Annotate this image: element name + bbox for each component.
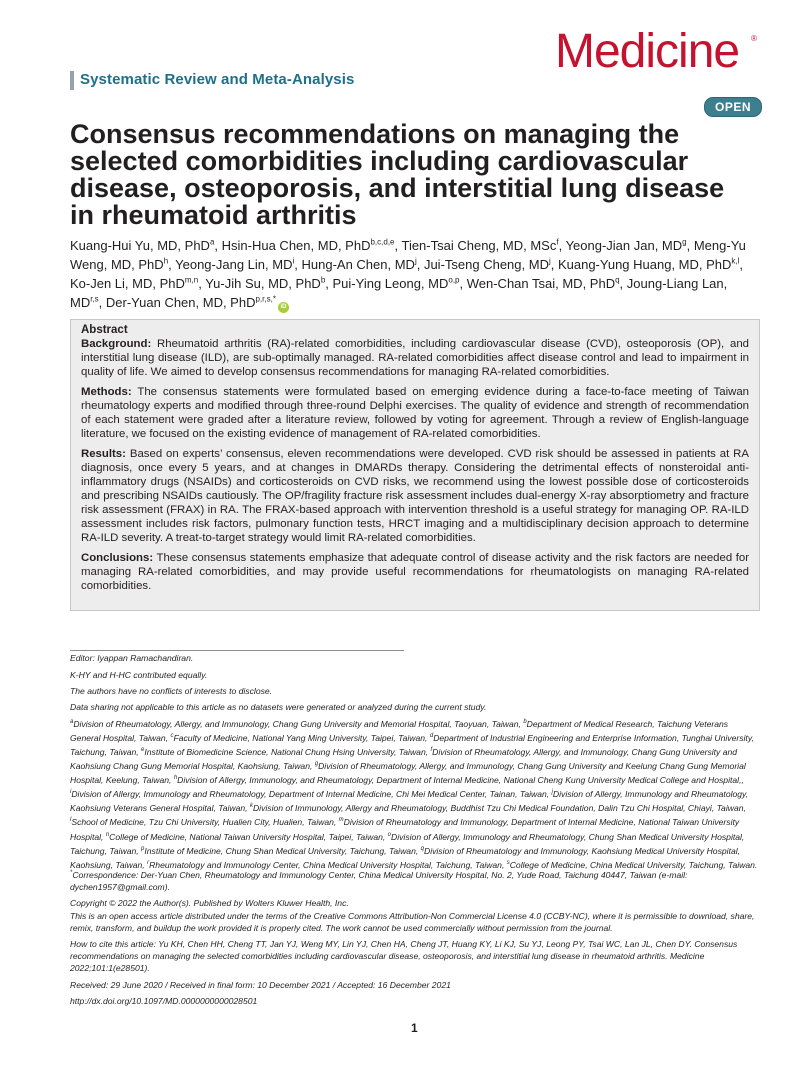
- abstract-heading: Abstract: [81, 324, 128, 336]
- open-access-badge: OPEN: [704, 97, 762, 117]
- author-affiliation-mark: f: [556, 237, 559, 247]
- affiliation-text: Division of Allergy, Immunology and Rheumatology, Chung Shan Medical University Hospital, Taichung, Taiwan,: [70, 831, 745, 856]
- citation-note: How to cite this article: Yu KH, Chen HH, Cheng TT, Jan YJ, Weng MY, Lin YJ, Chen HA, Cheng JT, Huang KY, Li KJ, Su YJ, Leong PY, Tsai WC, Lan JL, Chen DY. Consensus recommendations on managing the selected comorbidities including cardiovascular disease, osteoporosis, and interstitial lung disease in rheumatoid arthritis. Medicine 2022;101:1(e28501).: [70, 939, 738, 974]
- registered-mark: ®: [751, 34, 757, 43]
- page-number: 1: [411, 1021, 418, 1035]
- affiliation-text: Institute of Medicine, Chung Shan Medical University, Taichung, Taiwan,: [144, 845, 421, 856]
- section-label: Systematic Review and Meta-Analysis: [80, 71, 355, 88]
- affiliation-mark: k: [249, 803, 253, 810]
- affiliation-mark: n: [105, 831, 110, 838]
- conclusions-text: These consensus statements emphasize that adequate control of disease activity and the risk factors are needed for managing RA-related comorbidities, and may provide useful recommendations for rheumatologists on managing RA-related comorbidities.: [81, 552, 749, 592]
- author-name: Hsin-Hua Chen, MD, PhD$^{b,c,d,e}$: [221, 237, 395, 253]
- abstract-background: [81, 337, 749, 379]
- affiliation-text: Division of Immunology, Allergy and Rheumatology, Buddhist Tzu Chi Medical Foundation, Dalin Tzu Chi Hospital, Chiayi, Taiwan,: [252, 803, 746, 814]
- license-note: This is an open access article distributed under the terms of the Creative Commons Attribution-Non Commercial License 4.0 (CCBY-NC), where it is permissible to download, share, remix, transform, and buildup the work provided it is properly cited. The work cannot be used commercially without permission from the journal.: [70, 911, 755, 934]
- conclusions-label: Conclusions:: [81, 552, 154, 564]
- author-name: Yeong-Jang Lin, $MD^i$: [175, 256, 295, 272]
- affiliation-text: College of Medicine, China Medical University, Taichung, Taiwan.: [509, 859, 758, 870]
- abstract-results: [81, 447, 749, 545]
- author-affiliation-mark: m,n: [184, 275, 199, 285]
- author-affiliation-mark: a: [209, 237, 215, 247]
- author-name: Joung-Liang Lan, MD$^{r,s}$: [70, 276, 728, 310]
- author-name: Hung-An Chen, $MD^j$: [301, 256, 417, 272]
- affiliation-text: Division of Rheumatology, Allergy, and Immunology, Chang Gung University and Memorial Hospital, Taoyuan, Taiwan,: [73, 718, 524, 729]
- author-list: Kuang-Hui Yu, MD, PhD$^a$, Hsin-Hua Chen, MD, PhD$^{b,c,d,e}$, Tien-Tsai Cheng, MD, MSc$^f$, Yeong-Jian Jan, $MD^g$, Meng-Yu Weng, MD, PhD$^h$, Yeong-Jang Lin, $MD^i$, Hung-An Chen, $MD^j$, Jui-Tseng Cheng, $MD^j$, Kuang-Yung Huang, MD, PhD$^{k,l}$, Ko-Jen Li, MD, PhD$^{m,n}$, Yu-Jih Su, MD, PhD$^b$, Pui-Ying Leong, MD$^{o,p}$, Wen-Chan Tsai, MD, PhD$^q$, Joung-Liang Lan, MD$^{r,s}$, Der-Yuan Chen, MD, PhD$^{p,r,s,*}$iD: [70, 236, 760, 313]
- author-affiliation-mark: g: [682, 237, 687, 247]
- section-bar: [70, 71, 74, 90]
- author-name: Yu-Jih Su, MD, PhD$^b$: [205, 275, 326, 291]
- affiliation-mark: i: [70, 789, 72, 796]
- correspondence-mark: *: [70, 870, 73, 876]
- author-name: Der-Yuan Chen, MD, PhD$^{p,r,s,*}$: [105, 294, 276, 310]
- affiliation-mark: l: [70, 817, 72, 824]
- conflicts-note: The authors have no conflicts of interests to disclose.: [70, 686, 273, 696]
- affiliation-mark: p: [141, 845, 145, 852]
- results-text: Based on experts’ consensus, eleven recommendations were developed. CVD risk should be assessed in patients at RA diagnosis, once every 5 years, and at changes in DMARDs therapy. Considering the detrimental effects of nonsteroidal anti-inflammatory drugs (NSAIDs) and corticosteroids on CVD risks, we recommend using the lowest possible dose of corticosteroids and prescribing NSAIDs cautiously. The OP/fragility fracture risk assessment includes dual-energy X-ray absorptiometry and fracture risk assessment (FRAX) in RA. The FRAX-based approach with intervention threshold is a useful strategy for managing OP. RA-ILD assessment includes risk factors, pulmonary function tests, HRCT imaging and a multidisciplinary decision approach to determine RA-ILD severity. A treat-to-target strategy would limit RA-related comorbidities.: [81, 448, 749, 544]
- affiliation-text: Division of Allergy, Immunology and Rheumatology, Kaohsiung Veterans General Hospital, Taiwan,: [70, 789, 749, 814]
- affiliation-text: Division of Rheumatology, Allergy, and Immunology, Chang Gung University and Keelung Chang Gung Memorial Hospital, Keelung, Taiwan,: [70, 761, 746, 786]
- author-affiliation-mark: o,p: [448, 275, 460, 285]
- affiliation-mark: b: [523, 719, 527, 725]
- affiliation-text: School of Medicine, Tzu Chi University, Hualien City, Hualien, Taiwan,: [71, 817, 339, 828]
- methods-text: The consensus statements were formulated based on emerging evidence during a face-to-face meeting of Taiwan rheumatology experts and modified through three-round Delphi exercises. The quality of evidence and strength of recommendation of each statement were graded after a literature review, followed by voting for agreement. Through a review of English-language literature, we focused on the existing evidence of management of RA-related comorbidities.: [81, 386, 749, 440]
- affiliation-mark: o: [387, 831, 392, 838]
- affiliation-text: Rheumatology and Immunology Center, China Medical University Hospital, Taichung, Taiwan,: [149, 859, 507, 870]
- footnote-divider: [70, 650, 404, 651]
- author-name: Meng-Yu Weng, MD, PhD$^h$: [70, 238, 746, 272]
- affiliation-mark: f: [430, 747, 433, 754]
- affiliation-mark: m: [338, 817, 344, 824]
- doi-link[interactable]: http://dx.doi.org/10.1097/MD.0000000000028501: [70, 996, 258, 1006]
- affiliation-text: Division of Allergy, Immunology and Rheumatology, Department of Internal Medicine, Chi Mei Medical Center, Tainan, Taiwan,: [71, 789, 552, 800]
- abstract-methods: [81, 385, 749, 441]
- results-label: Results:: [81, 448, 126, 460]
- abstract-box: [70, 319, 760, 611]
- equal-contribution-note: K-HY and H-HC contributed equally.: [70, 670, 208, 680]
- copyright-note: Copyright © 2022 the Author(s). Published by Wolters Kluwer Health, Inc.: [70, 898, 349, 908]
- affiliations: [70, 716, 760, 871]
- affiliation-mark: s: [506, 859, 510, 866]
- author-name: Ko-Jen Li, MD, PhD$^{m,n}$: [70, 275, 199, 291]
- data-sharing-note: Data sharing not applicable to this article as no datasets were generated or analyzed during the current study.: [70, 702, 487, 712]
- affiliation-text: Division of Rheumatology and Immunology, Kaohsiung Medical University Hospital, Kaohsiung, Taiwan,: [70, 845, 741, 870]
- author-name: Kuang-Yung Huang, MD, PhD$^{k,l}$: [557, 256, 740, 272]
- affiliation-text: Division of Rheumatology and Immunology, Department of Internal Medicine, National Taiwan University Hospital,: [70, 817, 740, 842]
- affiliation-mark: j: [551, 789, 553, 796]
- article-title: Consensus recommendations on managing the selected comorbidities including cardiovascular disease, osteoporosis, and interstitial lung disease in rheumatoid arthritis: [70, 119, 725, 230]
- background-text: Rheumatoid arthritis (RA)-related comorbidities, including cardiovascular disease (CVD), osteoporosis (OP), and interstitial lung disease (ILD), are sub-optimally managed. RA-related comorbidities affect disease control and lead to impairment in quality of life. We aimed to develop consensus recommendations for managing RA-related comorbidities.: [81, 338, 749, 378]
- affiliation-mark: q: [420, 845, 424, 852]
- affiliation-mark: d: [429, 733, 434, 740]
- author-affiliation-mark: q: [615, 275, 620, 285]
- orcid-icon[interactable]: iD: [278, 302, 289, 313]
- affiliation-text: Division of Allergy, Immunology, and Rheumatology, Department of Internal Medicine, National Cheng Kung University Medical College and Hospital,,: [177, 775, 744, 786]
- editor-note: Editor: Iyappan Ramachandiran.: [70, 653, 194, 663]
- affiliation-text: Institute of Biomedicine Science, National Chung Hsing University, Taiwan,: [144, 746, 431, 757]
- methods-label: Methods:: [81, 386, 132, 398]
- affiliation-text: Division of Rheumatology, Allergy, and Immunology, Chang Gung University and Kaohsiung Chang Gung Memorial Hospital, Kaohsiung, Taiwan,: [70, 746, 738, 772]
- affiliation-text: Department of Industrial Engineering and Enterprise Information, Tunghai University, Taichung, Taiwan,: [70, 732, 754, 757]
- affiliation-mark: r: [147, 859, 150, 866]
- author-affiliation-mark: p,r,s,*: [255, 294, 276, 304]
- correspondence-note: [70, 867, 760, 893]
- author-affiliation-mark: j: [414, 256, 417, 266]
- affiliation-text: College of Medicine, National Taiwan University Hospital, Taipei, Taiwan,: [109, 831, 388, 842]
- affiliation-mark: e: [141, 747, 145, 754]
- affiliation-mark: c: [170, 733, 174, 740]
- author-affiliation-mark: b: [320, 275, 326, 285]
- author-affiliation-mark: i: [292, 256, 295, 266]
- author-name: Jui-Tseng Cheng, $MD^j$: [423, 256, 551, 272]
- received-dates: Received: 29 June 2020 / Received in final form: 10 December 2021 / Accepted: 16 December 2021: [70, 980, 451, 990]
- affiliation-text: Faculty of Medicine, National Yang Ming University, Taipei, Taiwan,: [173, 732, 430, 743]
- affiliation-mark: g: [314, 761, 319, 768]
- correspondence-text: Correspondence: Der-Yuan Chen, Rheumatology and Immunology Center, China Medical University Hospital, No. 2, Yude Road, Taichung 40447, Taiwan (e-mail: dychen1957@gmail.com).: [70, 869, 688, 893]
- author-name: Kuang-Hui Yu, MD, PhD$^a$: [70, 237, 215, 253]
- background-label: Background:: [81, 338, 152, 350]
- author-name: Tien-Tsai Cheng, MD, MSc$^f$: [401, 237, 559, 253]
- author-name: Pui-Ying Leong, MD$^{o,p}$: [332, 275, 460, 291]
- affiliation-mark: a: [70, 719, 74, 725]
- author-affiliation-mark: k,l: [731, 256, 740, 266]
- author-affiliation-mark: j: [548, 256, 551, 266]
- author-affiliation-mark: b,c,d,e: [370, 237, 395, 247]
- author-affiliation-mark: h: [163, 256, 169, 266]
- author-name: Yeong-Jian Jan, $MD^g$: [565, 237, 687, 253]
- abstract-conclusions: [81, 551, 749, 593]
- affiliation-mark: h: [173, 775, 178, 782]
- journal-logo: Medicine: [555, 25, 740, 78]
- author-name: Wen-Chan Tsai, MD, PhD$^q$: [466, 275, 620, 291]
- affiliation-text: Department of Medical Research, Taichung Veterans General Hospital, Taiwan,: [70, 718, 729, 743]
- author-affiliation-mark: r,s: [90, 294, 99, 304]
